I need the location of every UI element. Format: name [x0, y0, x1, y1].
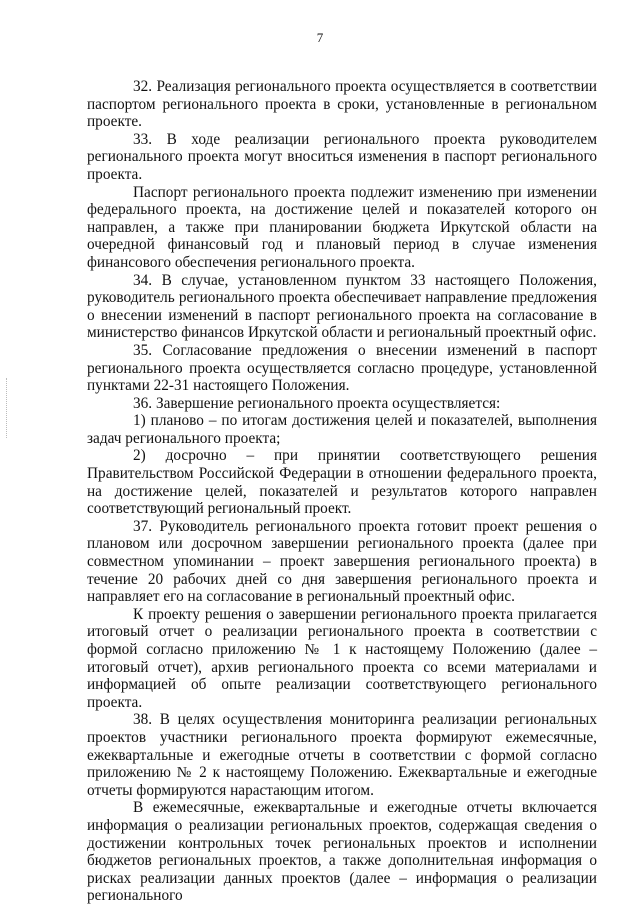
margin-scan-mark	[6, 378, 8, 438]
paragraph-34: 34. В случае, установленном пунктом 33 настоящего Положения, руководитель регионального проекта обеспечивает направление предложения о внесении изменений в паспорт регионального проекта на согласование в министерство финансов Иркутской области и региональный проектный офис.	[87, 271, 597, 342]
list-item-early: 2) досрочно – при принятии соответствующего решения Правительством Российской Федерации в отношении федерального проекта, на достижение целей, показателей и результатов которого направлен соответствующий региональный проект.	[87, 447, 597, 518]
paragraph-38: 38. В целях осуществления мониторинга реализации региональных проектов участники регионального проекта формируют ежемесячные, ежеквартальные и ежегодные отчеты в соответствии с формой согласно приложению № 2 к настоящему Положению. Ежеквартальные и ежегодные отчеты формируются нарастающим итогом.	[87, 711, 597, 799]
paragraph-reports-content: В ежемесячные, ежеквартальные и ежегодные отчеты включается информация о реализации региональных проектов, содержащая сведения о достижении контрольных точек региональных проектов и исполнении бюджетов региональных проектов, а также дополнительная информация о рисках реализации данных проектов (далее – информация о реализации регионального	[87, 799, 597, 905]
paragraph-33: 33. В ходе реализации регионального проекта руководителем регионального проекта могут вноситься изменения в паспорт регионального проекта.	[87, 130, 597, 183]
paragraph-37: 37. Руководитель регионального проекта готовит проект решения о плановом или досрочном завершении регионального проекта (далее при совместном упоминании – проект завершения регионального проекта) в течение 20 рабочих дней со дня завершения регионального проекта и направляет его на согласование в региональный проектный офис.	[87, 517, 597, 606]
document-body	[87, 78, 597, 905]
paragraph-36: 36. Завершение регионального проекта осуществляется:	[133, 394, 501, 412]
paragraph-35: 35. Согласование предложения о внесении изменений в паспорт регионального проекта осуществляется согласно процедуре, установленной пунктами 22-31 настоящего Положения.	[87, 341, 597, 395]
paragraph-passport-change: Паспорт регионального проекта подлежит изменению при изменении федерального проекта, на достижение целей и показателей которого он направлен, а также при планировании бюджета Иркутской области на очередной финансовый год и плановый период в случае изменения финансового обеспечения регионального проекта.	[87, 183, 597, 271]
page-number: 7	[316, 30, 324, 45]
paragraph-final-report: К проекту решения о завершении регионального проекта прилагается итоговый отчет о реализации регионального проекта в соответствии с формой согласно приложению № 1 к настоящему Положению (далее – итоговый отчет), архив регионального проекта со всеми материалами и информацией об опыте реализации соответствующего регионального проекта.	[87, 605, 597, 711]
list-item-planned: 1) планово – по итогам достижения целей и показателей, выполнения задач регионального проекта;	[87, 412, 597, 447]
paragraph-32: 32. Реализация регионального проекта осуществляется в соответствии паспортом регионального проекта в сроки, установленные в региональном проекте.	[87, 78, 597, 131]
